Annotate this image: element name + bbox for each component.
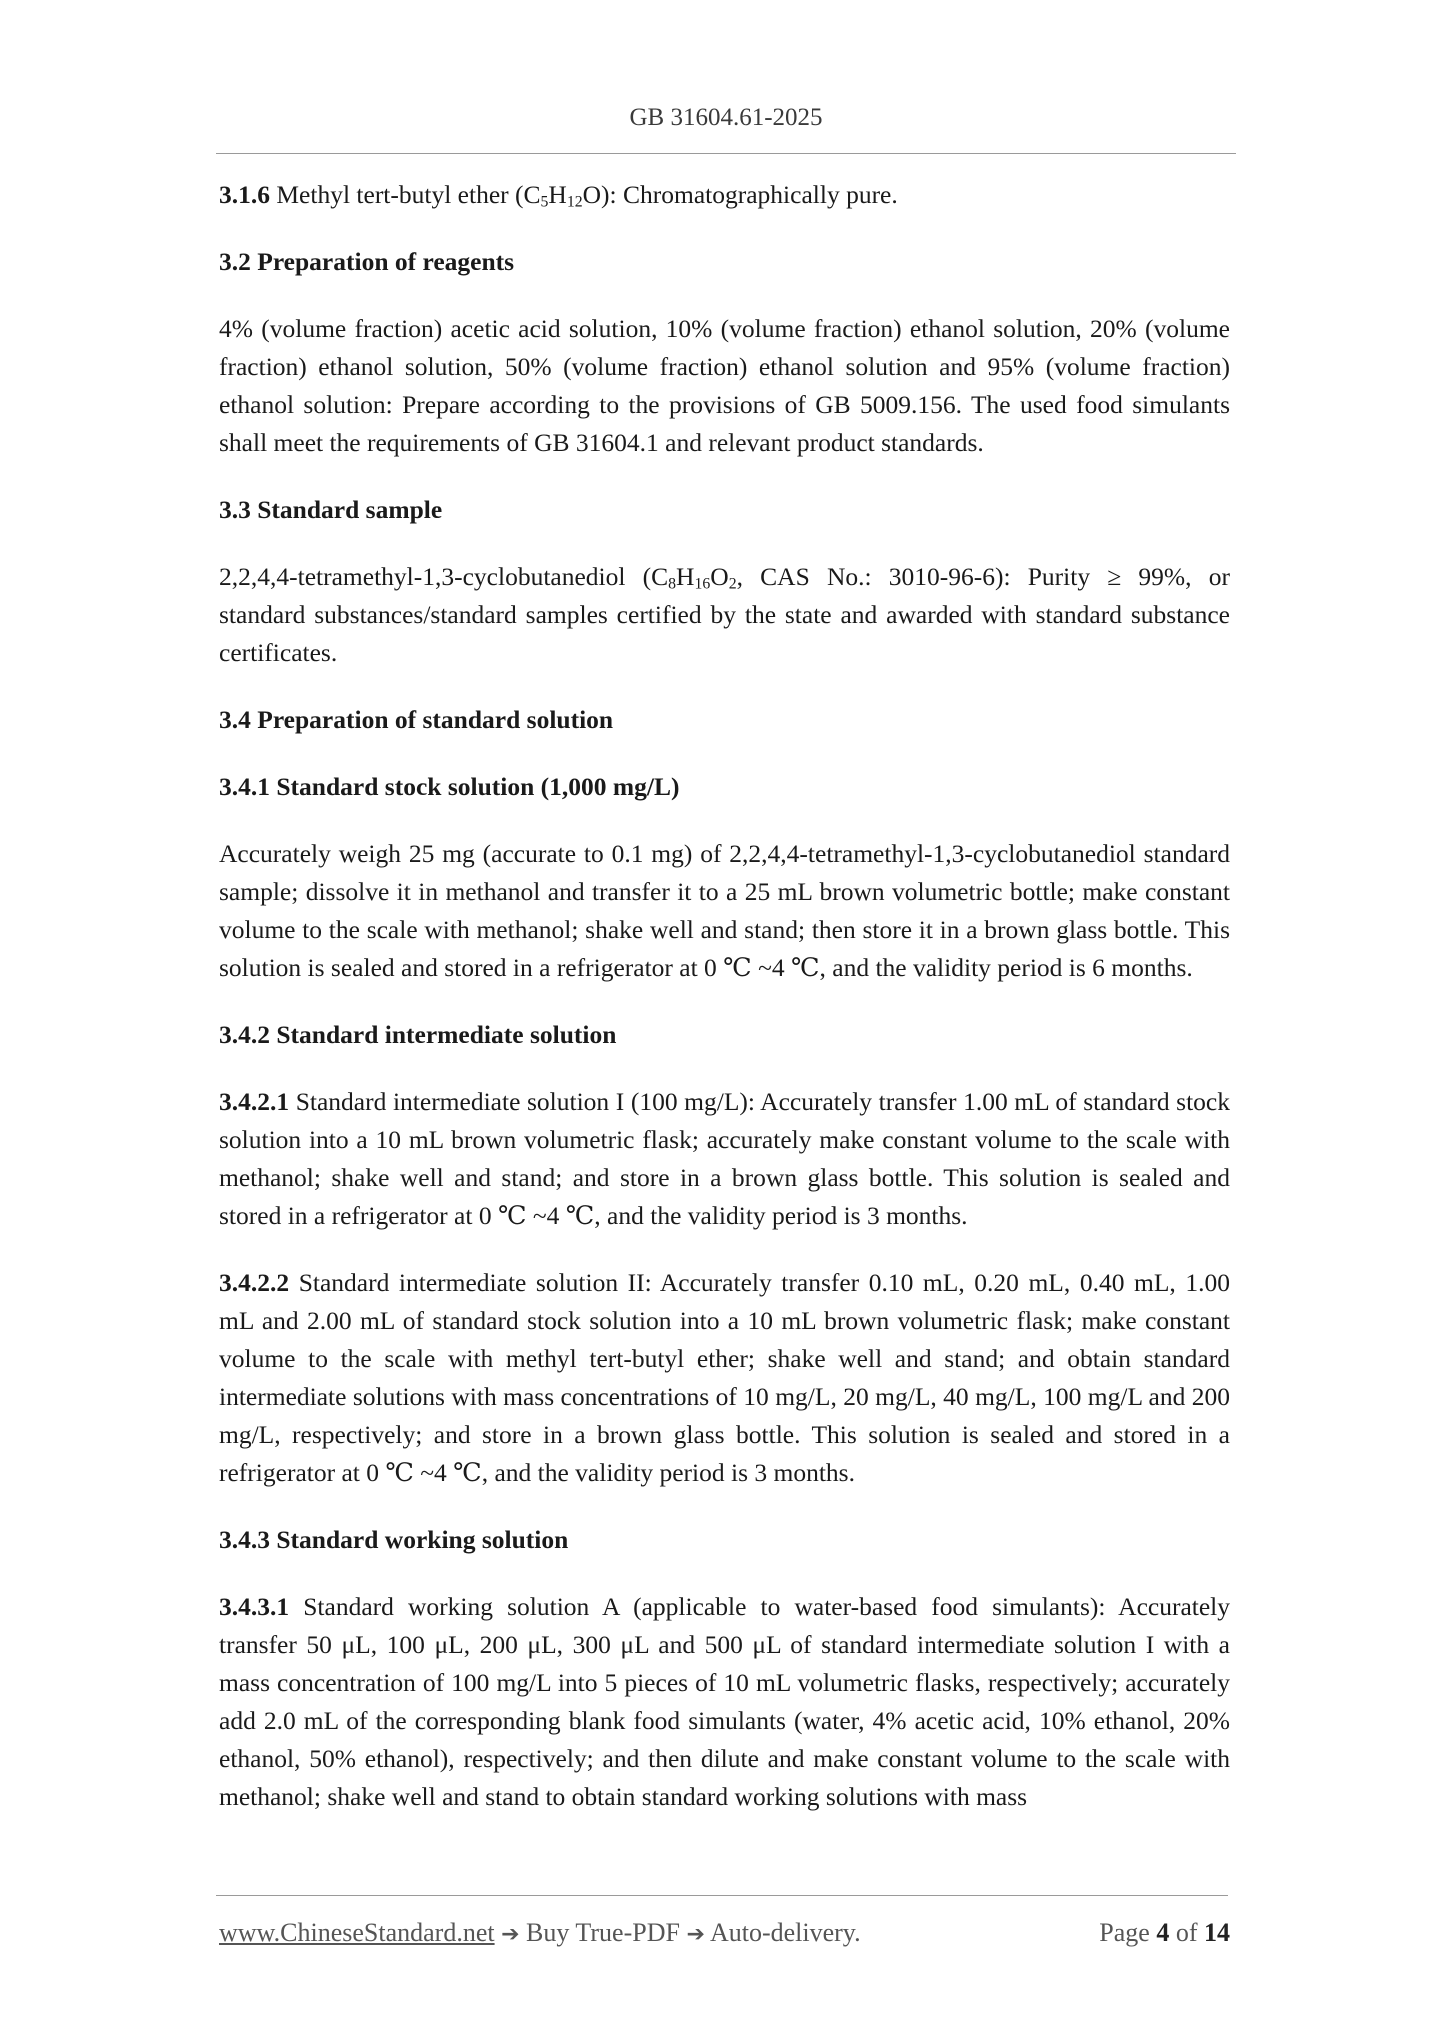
arrow-right-icon: ➔ — [686, 1922, 705, 1947]
heading-3-3: 3.3 Standard sample — [219, 495, 443, 524]
current-page: 4 — [1156, 1918, 1170, 1947]
header-divider — [216, 153, 1236, 154]
heading-3-4-2: 3.4.2 Standard intermediate solution — [219, 1020, 617, 1049]
paragraph-3-2: 4% (volume fraction) acetic acid solution, 10% (volume fraction) ethanol solution, 20% (volume fraction) ethanol solution, 50% (volume fraction) ethanol solution and 95% (volume fraction) ethanol solution: Prepare according to the provisions of GB 5009.156. The used food simulants shall meet the requirements of GB 31604.1 and relevant product standards. — [219, 314, 1230, 457]
document-header — [216, 104, 1236, 132]
arrow-right-icon: ➔ — [501, 1922, 520, 1947]
heading-3-4-1: 3.4.1 Standard stock solution (1,000 mg/L) — [219, 772, 680, 801]
clause-number: 3.4.3.1 — [219, 1592, 290, 1621]
clause-3-4-3-1: 3.4.3.1 Standard working solution A (applicable to water-based food simulants): Accurately transfer 50 μL, 100 μL, 200 μL, 300 μL and 500 μL of standard intermediate solution I with a mass concentration of 100 mg/L into 5 pieces of 10 mL volumetric flasks, respectively; accurately add 2.0 mL of the corresponding blank food simulants (water, 4% acetic acid, 10% ethanol, 20% ethanol, 50% ethanol), respectively; and then dilute and make constant volume to the scale with methanol; shake well and stand to obtain standard working solutions with mass — [219, 1592, 1230, 1811]
website-link[interactable]: www.ChineseStandard.net — [219, 1918, 495, 1947]
clause-3-4-2-2: 3.4.2.2 Standard intermediate solution II: Accurately transfer 0.10 mL, 0.20 mL, 0.40 mL, 1.00 mL and 2.00 mL of standard stock solution into a 10 mL brown volumetric flask; make constant volume to the scale with methyl tert-butyl ether; shake well and stand; and obtain standard intermediate solutions with mass concentrations of 10 mg/L, 20 mg/L, 40 mg/L, 100 mg/L and 200 mg/L, respectively; and store in a brown glass bottle. This solution is sealed and stored in a refrigerator at 0 ℃ ~4 ℃, and the validity period is 3 months. — [219, 1268, 1230, 1487]
footer-promo — [219, 1918, 861, 1948]
footer-divider — [216, 1895, 1228, 1896]
standard-number: GB 31604.61-2025 — [629, 104, 823, 131]
clause-number: 3.4.2.2 — [219, 1268, 290, 1297]
clause-number: 3.1.6 — [219, 180, 270, 209]
total-pages: 14 — [1204, 1918, 1230, 1947]
clause-3-1-6: 3.1.6 Methyl tert-butyl ether $(C_5H_{12}O)$: Chromatographically pure. — [219, 180, 898, 211]
heading-3-4: 3.4 Preparation of standard solution — [219, 705, 614, 734]
page-indicator: Page 4 of 14 — [1099, 1918, 1230, 1947]
paragraph-3-4-1: Accurately weigh 25 mg (accurate to 0.1 mg) of 2,2,4,4-tetramethyl-1,3-cyclobutanediol standard sample; dissolve it in methanol and transfer it to a 25 mL brown volumetric bottle; make constant volume to the scale with methanol; shake well and stand; then store it in a brown glass bottle. This solution is sealed and stored in a refrigerator at 0 ℃ ~4 ℃, and the validity period is 6 months. — [219, 839, 1230, 982]
clause-number: 3.4.2.1 — [219, 1087, 290, 1116]
heading-3-2: 3.2 Preparation of reagents — [219, 247, 515, 276]
heading-3-4-3: 3.4.3 Standard working solution — [219, 1525, 569, 1554]
buy-text: Buy True-PDF — [519, 1918, 687, 1947]
delivery-text: Auto-delivery. — [704, 1918, 861, 1947]
clause-3-4-2-1: 3.4.2.1 Standard intermediate solution I (100 mg/L): Accurately transfer 1.00 mL of standard stock solution into a 10 mL brown volumetric flask; accurately make constant volume to the scale with methanol; shake well and stand; and store in a brown glass bottle. This solution is sealed and stored in a refrigerator at 0 ℃ ~4 ℃, and the validity period is 3 months. — [219, 1087, 1230, 1230]
paragraph-3-3: 2,2,4,4-tetramethyl-1,3-cyclobutanediol ($C_8H_{16}O_2$, CAS No.: 3010-96-6): Purity ≥ 99%, or standard substances/standard samples certified by the state and awarded with standard substance certificates. — [219, 562, 1230, 667]
document-body — [219, 176, 1230, 1845]
